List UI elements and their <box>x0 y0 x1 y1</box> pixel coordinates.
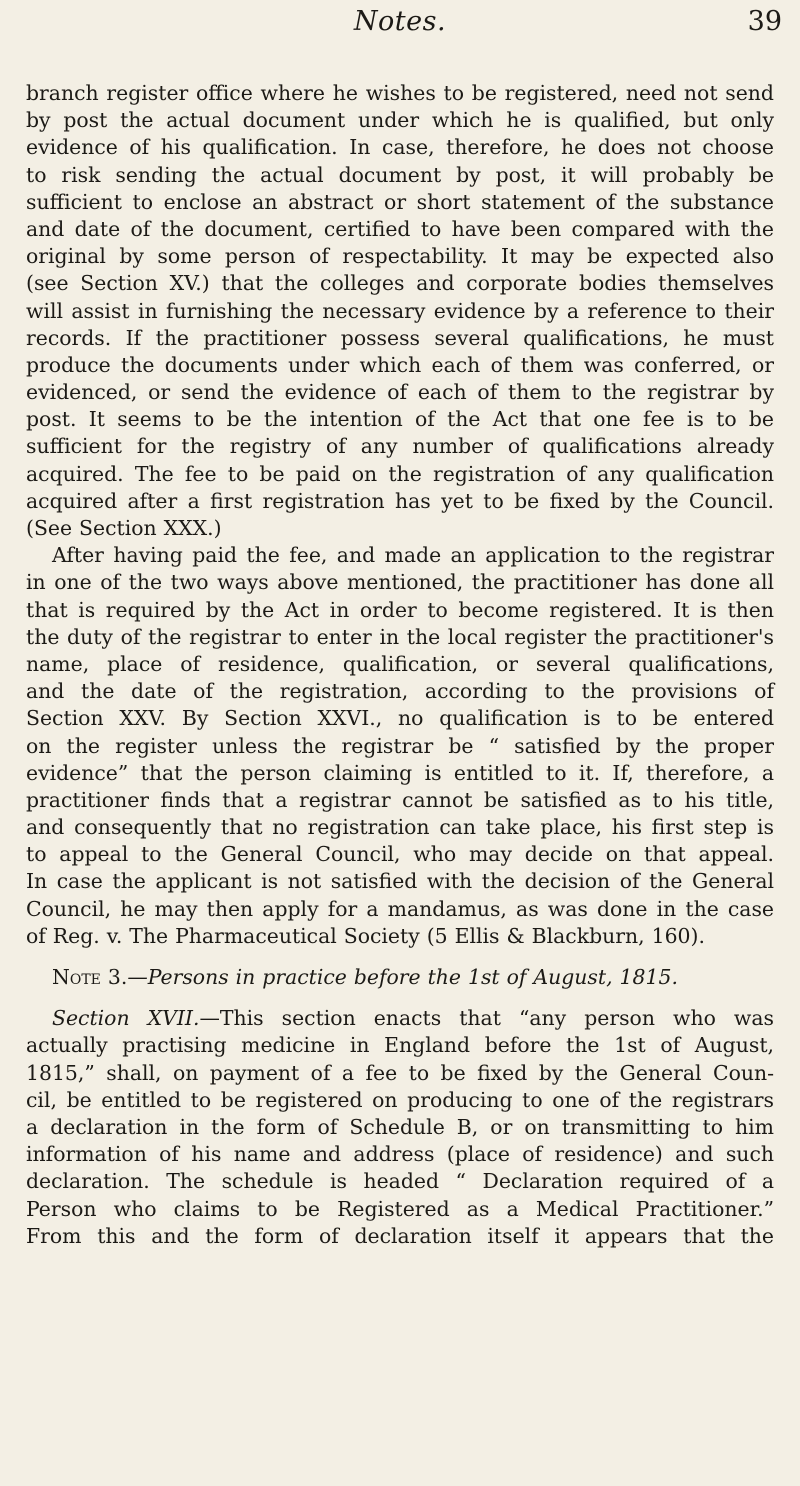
running-head <box>0 0 800 56</box>
spacer <box>26 991 774 1005</box>
text-line: original by some person of respectability. It may be expected also <box>26 244 774 269</box>
text-line: in one of the two ways above mentioned, the practitioner has done all <box>26 570 774 595</box>
text-line: sufficient for the registry of any number of qualifications already <box>26 434 774 459</box>
text-line: actually practising medicine in England before the 1st of August, <box>26 1033 774 1058</box>
text-line: and consequently that no registration can take place, his first step is <box>26 815 774 840</box>
text-line: practitioner finds that a registrar cannot be satisfied as to his title, <box>26 787 774 812</box>
text-line: to risk sending the actual document by post, it will probably be <box>26 162 774 187</box>
text-line: Section XXV. By Section XXVI., no qualification is to be entered <box>26 706 774 731</box>
text-line: (see Section XV.) that the colleges and corporate bodies themselves <box>26 271 774 296</box>
text-line: a declaration in the form of Schedule B, or on transmitting to him <box>26 1114 774 1139</box>
text-line: post. It seems to be the intention of the Act that one fee is to be <box>26 407 774 432</box>
text-line: 1815,” shall, on payment of a fee to be fixed by the General Coun- <box>26 1060 774 1085</box>
text-line: branch register office where he wishes to be registered, need not send <box>26 81 774 105</box>
note-label: Note 3. <box>52 965 128 989</box>
text-line: Council, he may then apply for a mandamus, as was done in the case <box>26 896 774 921</box>
text-line: will assist in furnishing the necessary evidence by a reference to their <box>26 298 774 323</box>
text-line: evidence of his qualification. In case, therefore, he does not choose <box>26 135 774 160</box>
text-line: Person who claims to be Registered as a Medical Practitioner.” <box>26 1196 774 1221</box>
text-line: name, place of residence, qualification, or several qualifications, <box>26 651 774 676</box>
text-line: sufficient to enclose an abstract or short statement of the substance <box>26 189 774 214</box>
note-heading <box>26 964 774 991</box>
note-title: —Persons in practice before the 1st of August, 1815. <box>127 965 678 989</box>
spacer <box>26 950 774 964</box>
text-line: on the register unless the registrar be “ satisfied by the proper <box>26 733 774 758</box>
text-line: acquired after a first registration has yet to be fixed by the Council. <box>26 488 774 513</box>
text-line: evidence” that the person claiming is entitled to it. If, therefore, a <box>26 760 774 785</box>
text-line: acquired. The fee to be paid on the registration of any qualification <box>26 461 774 486</box>
text-line: the duty of the registrar to enter in the local register the practitioner's <box>26 624 774 649</box>
text-line: evidenced, or send the evidence of each of them to the registrar by <box>26 380 774 405</box>
text-line: information of his name and address (place of residence) and such <box>26 1142 774 1167</box>
text-line: cil, be entitled to be registered on producing to one of the registrars <box>26 1087 774 1112</box>
paragraph-3 <box>26 1005 774 1250</box>
text-line: produce the documents under which each of them was conferred, or <box>26 352 774 377</box>
text-line: and date of the document, certified to have been compared with the <box>26 216 774 241</box>
text-run: —This section enacts that “any person who was <box>199 1006 774 1031</box>
text-line: of Reg. v. The Pharmaceutical Society (5 Ellis & Blackburn, 160). <box>26 923 705 948</box>
text-line: by post the actual document under which he is qualified, but only <box>26 108 774 133</box>
paragraph-1 <box>26 80 774 542</box>
section-label: Section XVII. <box>52 1006 200 1031</box>
text-line: to appeal to the General Council, who may decide on that appeal. <box>26 842 774 867</box>
page-body <box>26 80 774 1250</box>
text-line: that is required by the Act in order to become registered. It is then <box>26 597 774 622</box>
text-line: declaration. The schedule is headed “ Declaration required of a <box>26 1169 774 1194</box>
text-line: and the date of the registration, according to the provisions of <box>26 679 774 704</box>
text-line: In case the applicant is not satisfied with the decision of the General <box>26 869 774 894</box>
text-line <box>26 1005 774 1032</box>
page-number: 39 <box>747 6 782 37</box>
running-title: Notes. <box>353 6 447 37</box>
text-line: (See Section XXX.) <box>26 516 222 540</box>
text-line: From this and the form of declaration itself it appears that the <box>26 1223 774 1248</box>
text-line: After having paid the fee, and made an application to the registrar <box>52 543 774 568</box>
paragraph-2 <box>26 542 774 950</box>
text-line: records. If the practitioner possess several qualifications, he must <box>26 325 774 350</box>
